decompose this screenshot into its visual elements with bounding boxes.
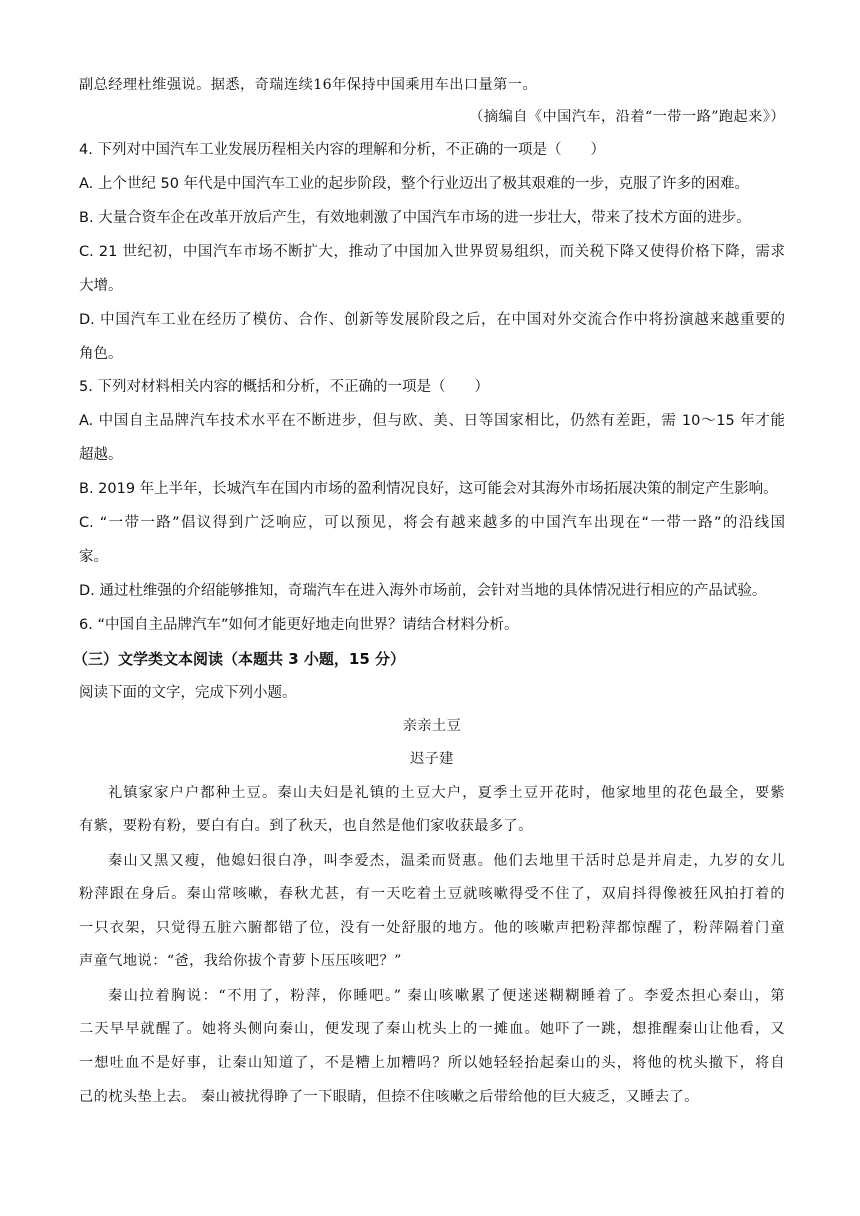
story-paragraph-1-line-2: 有紫，要粉有粉，要白有白。到了秋天，也自然是他们家收获最多了。 xyxy=(79,818,533,834)
question-4-stem: 4. 下列对中国汽车工业发展历程相关内容的理解和分析，不正确的一项是（ ） xyxy=(79,142,605,158)
article-source: （摘编自《中国汽车，沿着“一带一路”跑起来》） xyxy=(469,109,785,125)
question-6-stem: 6. “中国自主品牌汽车”如何才能更好地走向世界？请结合材料分析。 xyxy=(79,617,519,633)
question-5-option-a-line1: A. 中国自主品牌汽车技术水平在不断进步，但与欧、美、日等国家相比，仍然有差距，需 10～15 年才能 xyxy=(79,413,785,429)
article-last-line: 副总经理杜维强说。据悉，奇瑞连续16年保持中国乘用车出口量第一。 xyxy=(79,77,538,93)
question-5-option-b: B. 2019 年上半年，长城汽车在国内市场的盈利情况良好，这可能会对其海外市场拓展决策的制定产生影响。 xyxy=(79,481,778,497)
question-5-option-c-line1: C. “一带一路”倡议得到广泛响应，可以预见，将会有越来越多的中国汽车出现在“一带一路”的沿线国 xyxy=(79,515,785,531)
section-3-heading: （三）文学类文本阅读（本题共 3 小题，15 分） xyxy=(73,650,405,668)
story-paragraph-2-line-4: 声童气地说：“爸，我给你拔个青萝卜压压咳吧？” xyxy=(79,953,402,969)
question-4-option-d-line2: 角色。 xyxy=(79,346,123,362)
question-5-option-a-line2: 超越。 xyxy=(79,447,123,463)
question-5-option-c-line2: 家。 xyxy=(79,549,108,565)
story-paragraph-2-line-2: 粉萍跟在身后。秦山常咳嗽，春秋尤甚，有一天吃着土豆就咳嗽得受不住了，双肩抖得像被狂风拍打着的 xyxy=(79,886,785,902)
story-paragraph-3-line-1: 秦山拉着胸说：“不用了，粉萍，你睡吧。” 秦山咳嗽累了便迷迷糊糊睡着了。李爱杰担心秦山，第 xyxy=(108,988,785,1004)
story-paragraph-3-line-3: 一想吐血不是好事，让秦山知道了，不是糟上加糟吗？所以她轻轻抬起秦山的头，将他的枕头撤下，将自 xyxy=(79,1055,785,1071)
story-paragraph-2-line-3: 一只衣架，只觉得五脏六腑都错了位，没有一处舒服的地方。他的咳嗽声把粉萍都惊醒了，粉萍隔着门童 xyxy=(79,920,785,936)
question-4-option-c-line1: C. 21 世纪初，中国汽车市场不断扩大，推动了中国加入世界贸易组织，而关税下降又使得价格下降，需求 xyxy=(79,244,785,260)
question-5-stem: 5. 下列对材料相关内容的概括和分析，不正确的一项是（ ） xyxy=(79,379,489,395)
section-3-instruction: 阅读下面的文字，完成下列小题。 xyxy=(79,685,297,701)
story-paragraph-1-line-1: 礼镇家家户户都种土豆。秦山夫妇是礼镇的土豆大户，夏季土豆开花时，他家地里的花色最全，要紫 xyxy=(108,785,785,801)
story-paragraph-2-line-1: 秦山又黑又瘦，他媳妇很白净，叫李爱杰，温柔而贤惠。他们去地里干活时总是并肩走，九岁的女儿 xyxy=(108,853,785,869)
story-author: 迟子建 xyxy=(410,751,454,767)
question-4-option-d-line1: D. 中国汽车工业在经历了模仿、合作、创新等发展阶段之后，在中国对外交流合作中将扮演越来越重要的 xyxy=(79,312,785,328)
question-4-option-c-line2: 大增。 xyxy=(79,278,123,294)
story-title: 亲亲土豆 xyxy=(402,718,462,734)
story-paragraph-3-line-4: 己的枕头垫上去。 秦山被扰得睁了一下眼睛，但捺不住咳嗽之后带给他的巨大疲乏，又睡去了。 xyxy=(79,1089,699,1105)
story-paragraph-3-line-2: 二天早早就醒了。她将头侧向秦山，便发现了秦山枕头上的一摊血。她吓了一跳，想推醒秦山让他看，又 xyxy=(79,1021,785,1037)
question-4-option-b: B. 大量合资车企在改革开放后产生，有效地刺激了中国汽车市场的进一步壮大，带来了技术方面的进步。 xyxy=(79,210,751,226)
question-5-option-d: D. 通过杜维强的介绍能够推知，奇瑞汽车在进入海外市场前，会针对当地的具体情况进行相应的产品试验。 xyxy=(79,583,767,599)
question-4-option-a: A. 上个世纪 50 年代是中国汽车工业的起步阶段，整个行业迈出了极其艰难的一步，克服了许多的困难。 xyxy=(79,176,750,192)
